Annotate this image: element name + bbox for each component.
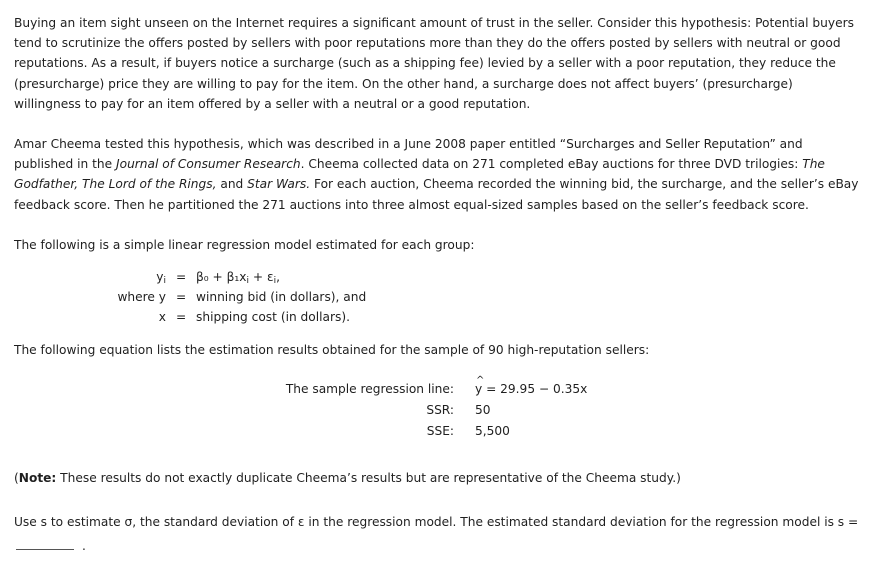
model-row [0,267,870,287]
equals-sign: = [176,290,187,304]
journal-name: Journal of Consumer Research [116,157,301,172]
regression-line-label: The sample regression line: [285,382,454,396]
study-text-2: . Cheema collected data on 271 completed eBay auctions for three DVD trilogies: [300,157,803,172]
sse-value: 5,500 [475,424,510,438]
definition-y-row [0,287,870,307]
ssr-row [0,400,870,421]
study-paragraph [14,134,862,215]
note-text: These results do not exactly duplicate Cheema’s results but are representative of the Cheema study.) [56,471,681,485]
regression-line-equation: ^ y = 29.95 − 0.35x [475,379,587,400]
results-intro: The following equation lists the estimation results obtained for the sample of 90 high-reputation sellers: [14,343,650,357]
equals-sign: = [176,310,187,324]
definition-x-label: x [158,310,166,324]
study-text-3: and [216,177,248,192]
regression-line-row [0,379,870,400]
study-text-1: Amar Cheema tested this hypothesis, which was described in a June 2008 paper entitled “Surcharges and Seller Reputation” and published in the [14,137,803,172]
intro-paragraph: Buying an item sight unseen on the Internet requires a significant amount of trust in the seller. Consider this hypothesis: Potential buyers tend to scrutinize the offers posted by sellers with poor reputations more than they do the offers posted by sellers with neutral or good reputations. As a result, if buyers notice a surcharge (such as a shipping fee) levied by a seller with a poor reputation, they reduce the (presurcharge) price they are willing to pay for the item. On the other hand, a surcharge does not affect buyers’ (presurcharge) willingness to pay for an item offered by a seller with a neutral or a good reputation. [14,16,854,111]
sse-label: SSE: [426,424,454,438]
trilogy-titles-1: The Godfather, The Lord of the Rings, [14,157,825,192]
sse-row [0,421,870,442]
ssr-value: 50 [475,403,491,417]
definition-x-row [0,307,870,327]
answer-input[interactable] [16,549,74,550]
note-label: Note: [18,471,57,485]
trilogy-titles-2: Star Wars. [247,177,311,192]
question-text: Use s to estimate σ, the standard deviation of ε in the regression model. The estimated standard deviation for the regression model is s = [14,515,859,529]
estimation-results [0,379,870,442]
study-text-4: For each auction, Cheema recorded the winning bid, the surcharge, and the seller’s eBay feedback score. Then he partitioned the 271 auctions into three almost equal-sized samples based on the seller’s feedback score. [14,177,859,212]
definition-y-label: where y [117,290,166,304]
answer-period: . [82,539,86,553]
definition-y-text: winning bid (in dollars), and [196,290,367,304]
regression-model [0,267,870,327]
model-lhs: $y_i$ [156,270,166,286]
model-rhs: $\beta_0 + \beta_1x_i + \varepsilon_i$, [196,270,280,286]
ssr-label: SSR: [426,403,454,417]
definition-x-text: shipping cost (in dollars). [196,310,350,324]
equals-sign: = [176,270,187,284]
model-intro: The following is a simple linear regression model estimated for each group: [14,238,475,252]
note-paragraph: (Note: These results do not exactly duplicate Cheema’s results but are representative of the Cheema study.) [14,471,681,485]
